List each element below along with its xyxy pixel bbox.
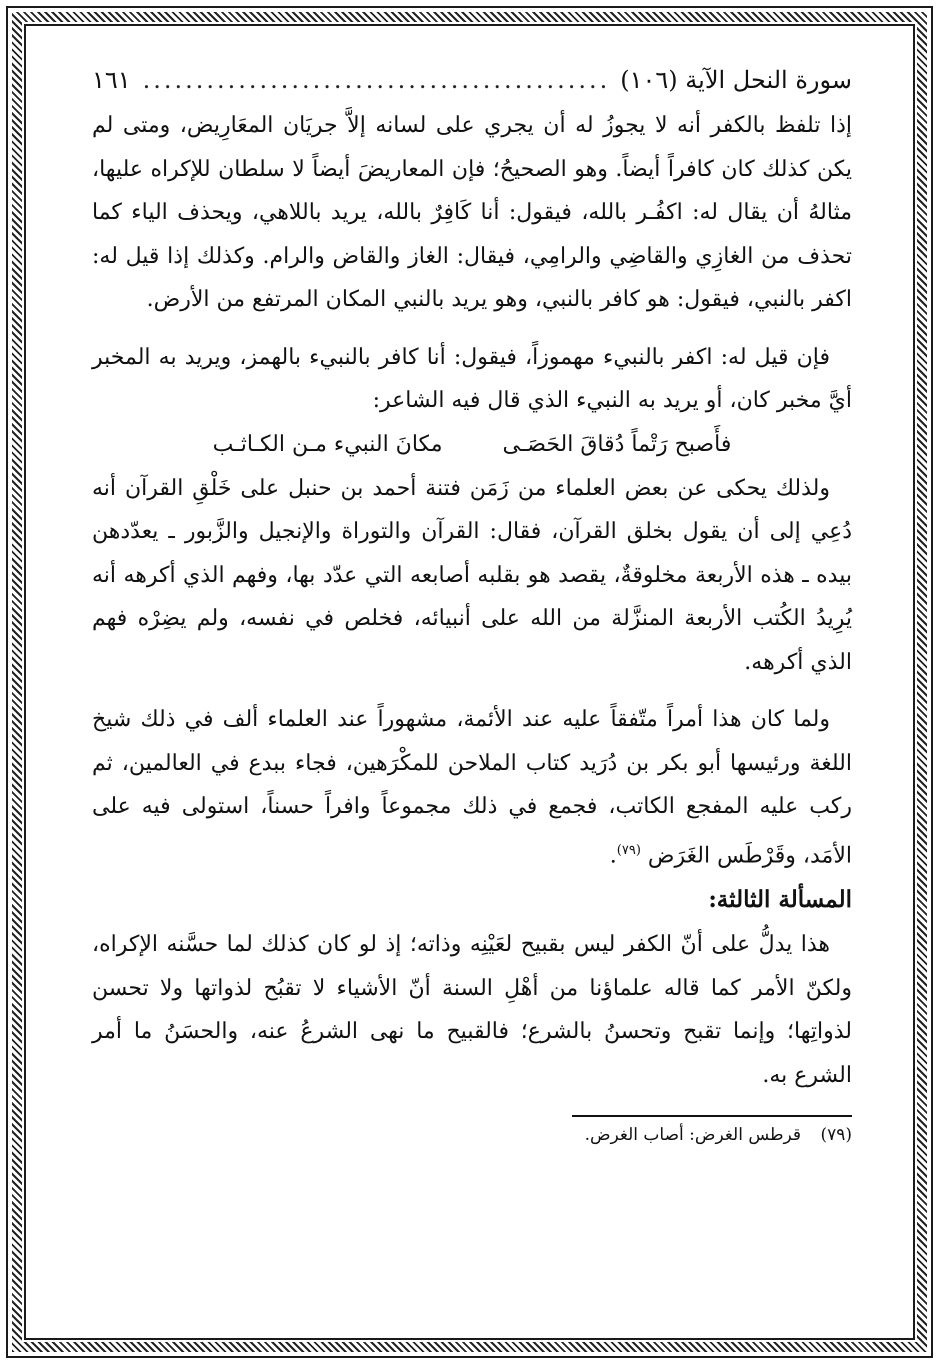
header-leader-dots [141,60,611,100]
footnote-reference[interactable]: (٧٩) [616,842,641,858]
paragraph-2: فإن قيل له: اكفر بالنبيء مهموزاً، فيقول: أنا كافر بالنبيء بالهمز، ويريد به المخبر أيَّ مخبر كان، أو يريد به النبيء الذي قال فيه الشاعر: [92,344,852,413]
paragraph-4-text: ولما كان هذا أمراً متّفقاً عليه عند الأئمة، مشهوراً عند العلماء ألف في ذلك شيخ اللغة ورئيسها أبو بكر بن دُرَيد كتاب الملاحن للمكْرَهين، فجاء ببدع في العالمين، ثم ركب عليه المفجع الكاتب، فجمع في ذلك مجموعاً وافراً حسناً، استولى فيه على الأمَد، وقَرْطَس الغَرَض [92,707,852,868]
footnote [92,1121,852,1149]
running-title: سورة النحل الآية (١٠٦) [620,66,852,94]
poetry-verse [92,423,852,467]
page-content [92,60,852,1149]
page-number: ١٦١ [92,66,131,94]
paragraph-4: ولما كان هذا أمراً متّفقاً عليه عند الأئمة، مشهوراً عند العلماء ألف في ذلك شيخ اللغة ورئيسها أبو بكر بن دُرَيد كتاب الملاحن للمكْرَهين، فجاء ببدع في العالمين، ثم ركب عليه المفجع الكاتب، فجمع في ذلك مجموعاً وافراً حسناً، استولى فيه على الأمَد، وقَرْطَس الغَرَض $^{(٧٩)}$. [92,707,852,868]
running-header [92,60,852,104]
paragraph-3: ولذلك يحكى عن بعض العلماء من زَمَن فتنة أحمد بن حنبل على خَلْقِ القرآن أنه دُعِي إلى أن يقول بخلق القرآن، فقال: القرآن والتوراة والإنجيل والزَّبور ـ يعدّدهن بيده ـ هذه الأربعة مخلوقةٌ، يقصد هو بقلبه أصابعه التي عدّد بها، وفهم الذي أكرهه أنه يُرِيدُ الكُتب الأربعة المنزَّلة من الله على أنبيائه، فخلص في نفسه، ولم يضِرْه فهم الذي أكرهه. [92,475,852,675]
footnote-number: (٧٩) [820,1125,852,1146]
footnote-text: قرطس الغرض: أصاب الغرض. [584,1125,802,1146]
footnote-divider [572,1115,852,1117]
verse-hemistich-right: فأَصبح رَتْماً دُقاقَ الحَصَـى [502,431,732,457]
paragraph-5: هذا يدلُّ على أنّ الكفر ليس بقبيح لعَيْنِه وذاته؛ إذ لو كان كذلك لما حسَّنه الإكراه، ولكنّ الأمر كما قاله علماؤنا من أهْلِ السنة أنّ الأشياء لا تقبُح لذواتها ولا تحسن لذواتِها؛ وإنما تقبح وتحسنُ بالشرع؛ فالقبيح ما نهى الشرعُ عنه، والحسَنُ ما أمر الشرع به. [92,932,852,1088]
section-heading: المسألة الثالثة: [708,886,852,914]
paragraph-1: إذا تلفظ بالكفر أنه لا يجوزُ له أن يجري على لسانه إلاَّ جريَان المعَارِيض، ومتى لم يكن كذلك كان كافراً أيضاً. وهو الصحيحُ؛ فإن المعاريضَ أيضاً لا سلطان للإكراه عليها، مثالهُ أن يقال له: اكفُـر بالله، فيقول: أنا كَافِرٌ بالله، يريد باللاهي، ويحذف الياء كما تحذف من الغازِي والقاضِي والرامِي، فيقال: الغاز والقاض والرام. وكذلك إذا قيل له: اكفر بالنبي، فيقول: هو كافر بالنبي، وهو يريد بالنبي المكان المرتفع من الأرض. [92,113,852,312]
verse-hemistich-left: مكانَ النبيء مـن الكـاثـب [212,431,443,457]
